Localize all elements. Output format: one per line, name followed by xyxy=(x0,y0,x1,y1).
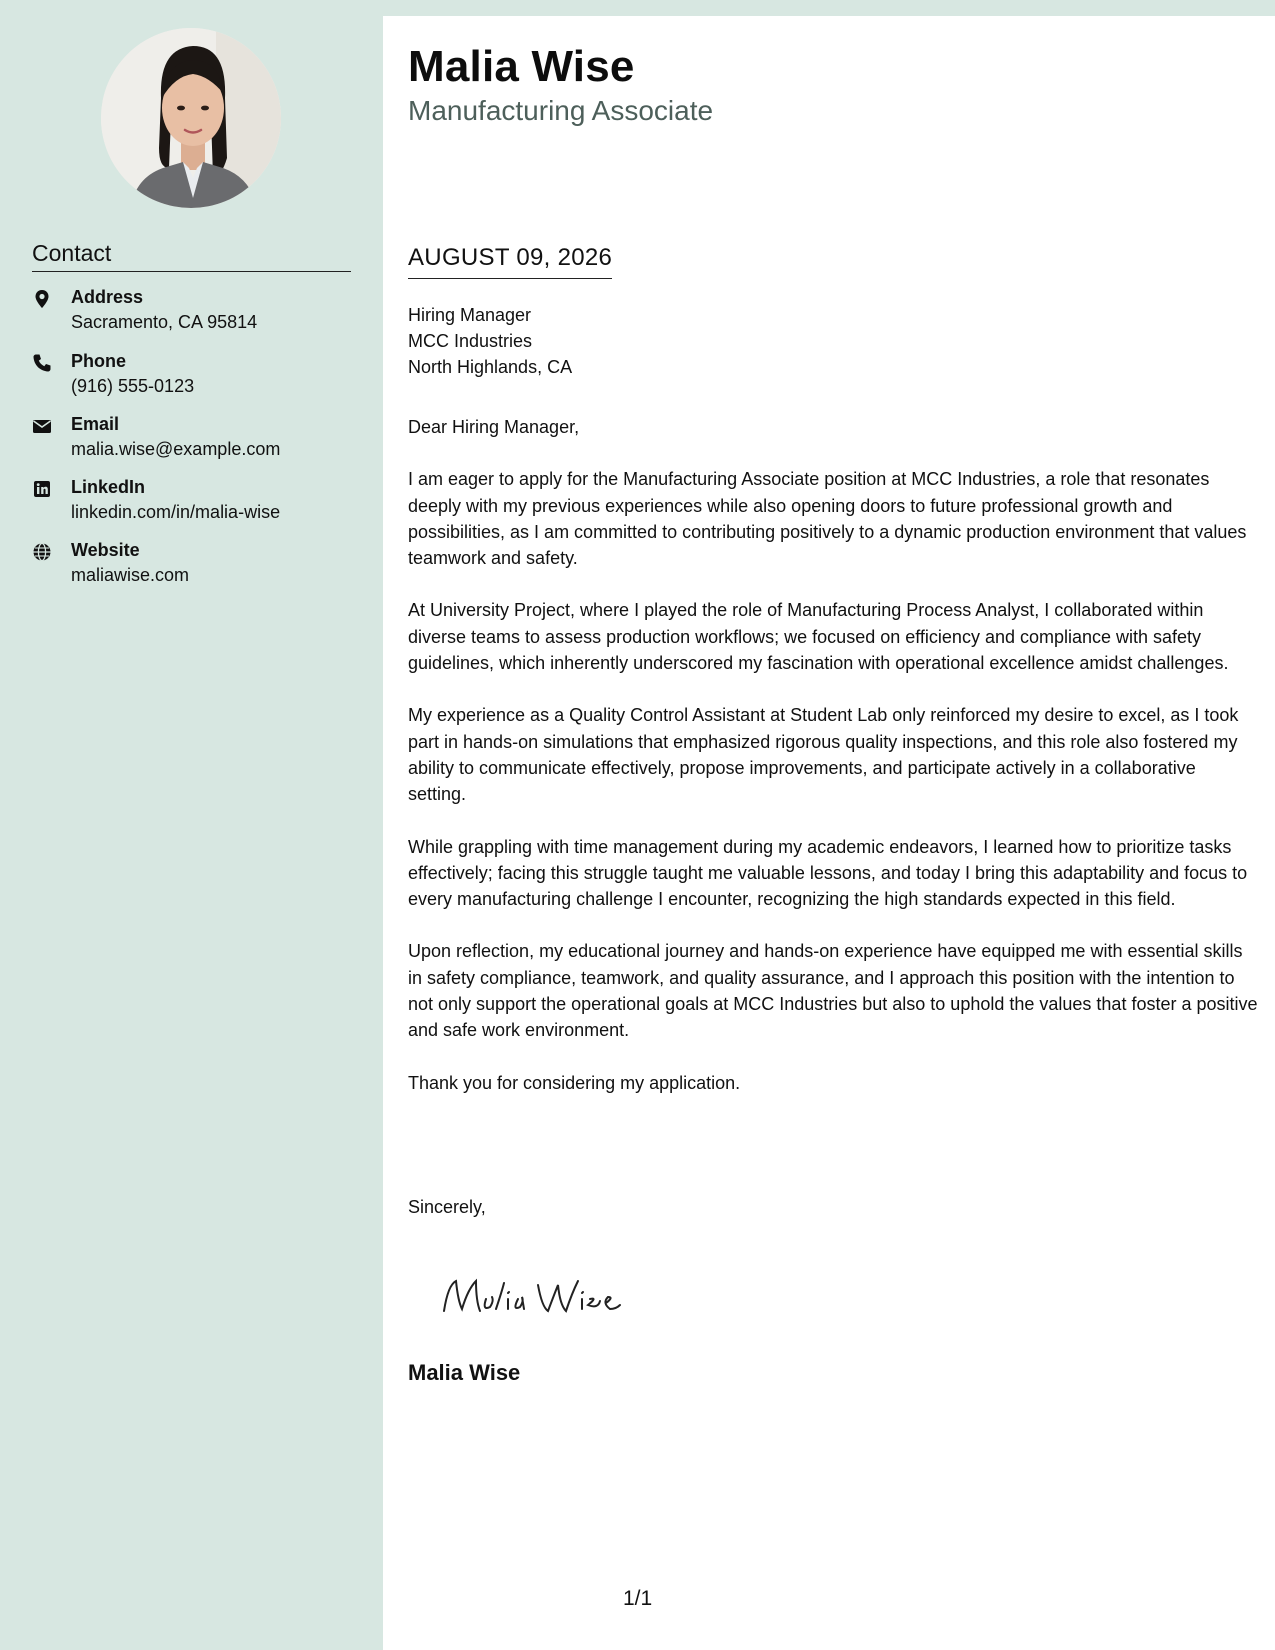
phone-icon xyxy=(32,353,52,373)
contact-item-website xyxy=(32,540,362,590)
address-value: Sacramento, CA 95814 xyxy=(71,312,258,332)
contact-item-email xyxy=(32,414,362,464)
recipient-line: Hiring Manager xyxy=(408,305,532,325)
contact-heading: Contact xyxy=(32,240,351,272)
website-label: Website xyxy=(71,540,140,560)
email-label: Email xyxy=(71,414,120,434)
linkedin-label: LinkedIn xyxy=(71,477,146,497)
applicant-name: Malia Wise xyxy=(408,42,635,91)
handwritten-signature xyxy=(438,1271,638,1321)
profile-photo xyxy=(101,28,281,208)
linkedin-icon xyxy=(32,479,52,499)
body-paragraph: I am eager to apply for the Manufacturing Associate position at MCC Industries, a role that resonates deeply with my previous experiences while also opening doors to future professional growth and possibilities, as I am committed to contributing positively to a dynamic production environment that values teamwork and safety. xyxy=(408,469,1247,569)
recipient-block xyxy=(408,302,572,380)
envelope-icon xyxy=(32,416,52,436)
letter-main xyxy=(383,16,1275,1650)
job-title: Manufacturing Associate xyxy=(408,95,714,126)
map-pin-icon xyxy=(32,289,52,309)
website-value[interactable]: maliawise.com xyxy=(71,565,190,585)
contact-item-linkedin xyxy=(32,477,362,527)
letter-body xyxy=(408,414,1258,1122)
address-label: Address xyxy=(71,287,144,307)
contact-item-address xyxy=(32,287,362,337)
signer-name: Malia Wise xyxy=(408,1360,521,1385)
page-number: 1/1 xyxy=(623,1587,653,1610)
body-paragraph: While grappling with time management during my academic endeavors, I learned how to prioritize tasks effectively; facing this struggle taught me valuable lessons, and today I bring this adaptability and focus to every manufacturing challenge I encounter, recognizing the high standards expected in this field. xyxy=(408,836,1248,910)
recipient-line: North Highlands, CA xyxy=(408,357,573,377)
contact-item-phone xyxy=(32,351,362,401)
body-paragraph: At University Project, where I played the role of Manufacturing Process Analyst, I collaborated within diverse teams to assess production workflows; we focused on efficiency and compliance with safety guidelines, which inherently underscored my fascination with operational excellence amidst challenges. xyxy=(408,600,1229,674)
linkedin-value[interactable]: linkedin.com/in/malia-wise xyxy=(71,502,281,522)
body-paragraph: Thank you for considering my application. xyxy=(408,1072,741,1093)
sidebar xyxy=(0,0,383,1650)
recipient-line: MCC Industries xyxy=(408,331,533,351)
letter-date: AUGUST 09, 2026 xyxy=(408,244,612,279)
body-paragraph: Upon reflection, my educational journey and hands-on experience have equipped me with essential skills in safety compliance, teamwork, and quality assurance, and I approach this position with the intention to not only support the operational goals at MCC Industries but also to uphold the values that foster a positive and safe work environment. xyxy=(408,941,1258,1041)
salutation: Dear Hiring Manager, xyxy=(408,417,580,437)
globe-icon xyxy=(32,542,52,562)
email-value[interactable]: malia.wise@example.com xyxy=(71,439,281,459)
closing: Sincerely, xyxy=(408,1197,486,1217)
phone-value: (916) 555-0123 xyxy=(71,376,195,396)
body-paragraph: My experience as a Quality Control Assistant at Student Lab only reinforced my desire to excel, as I took part in hands-on simulations that emphasized rigorous quality inspections, and this role also fostered my ability to communicate effectively, propose improvements, and participate actively in a collaborative setting. xyxy=(408,705,1239,805)
phone-label: Phone xyxy=(71,351,127,371)
